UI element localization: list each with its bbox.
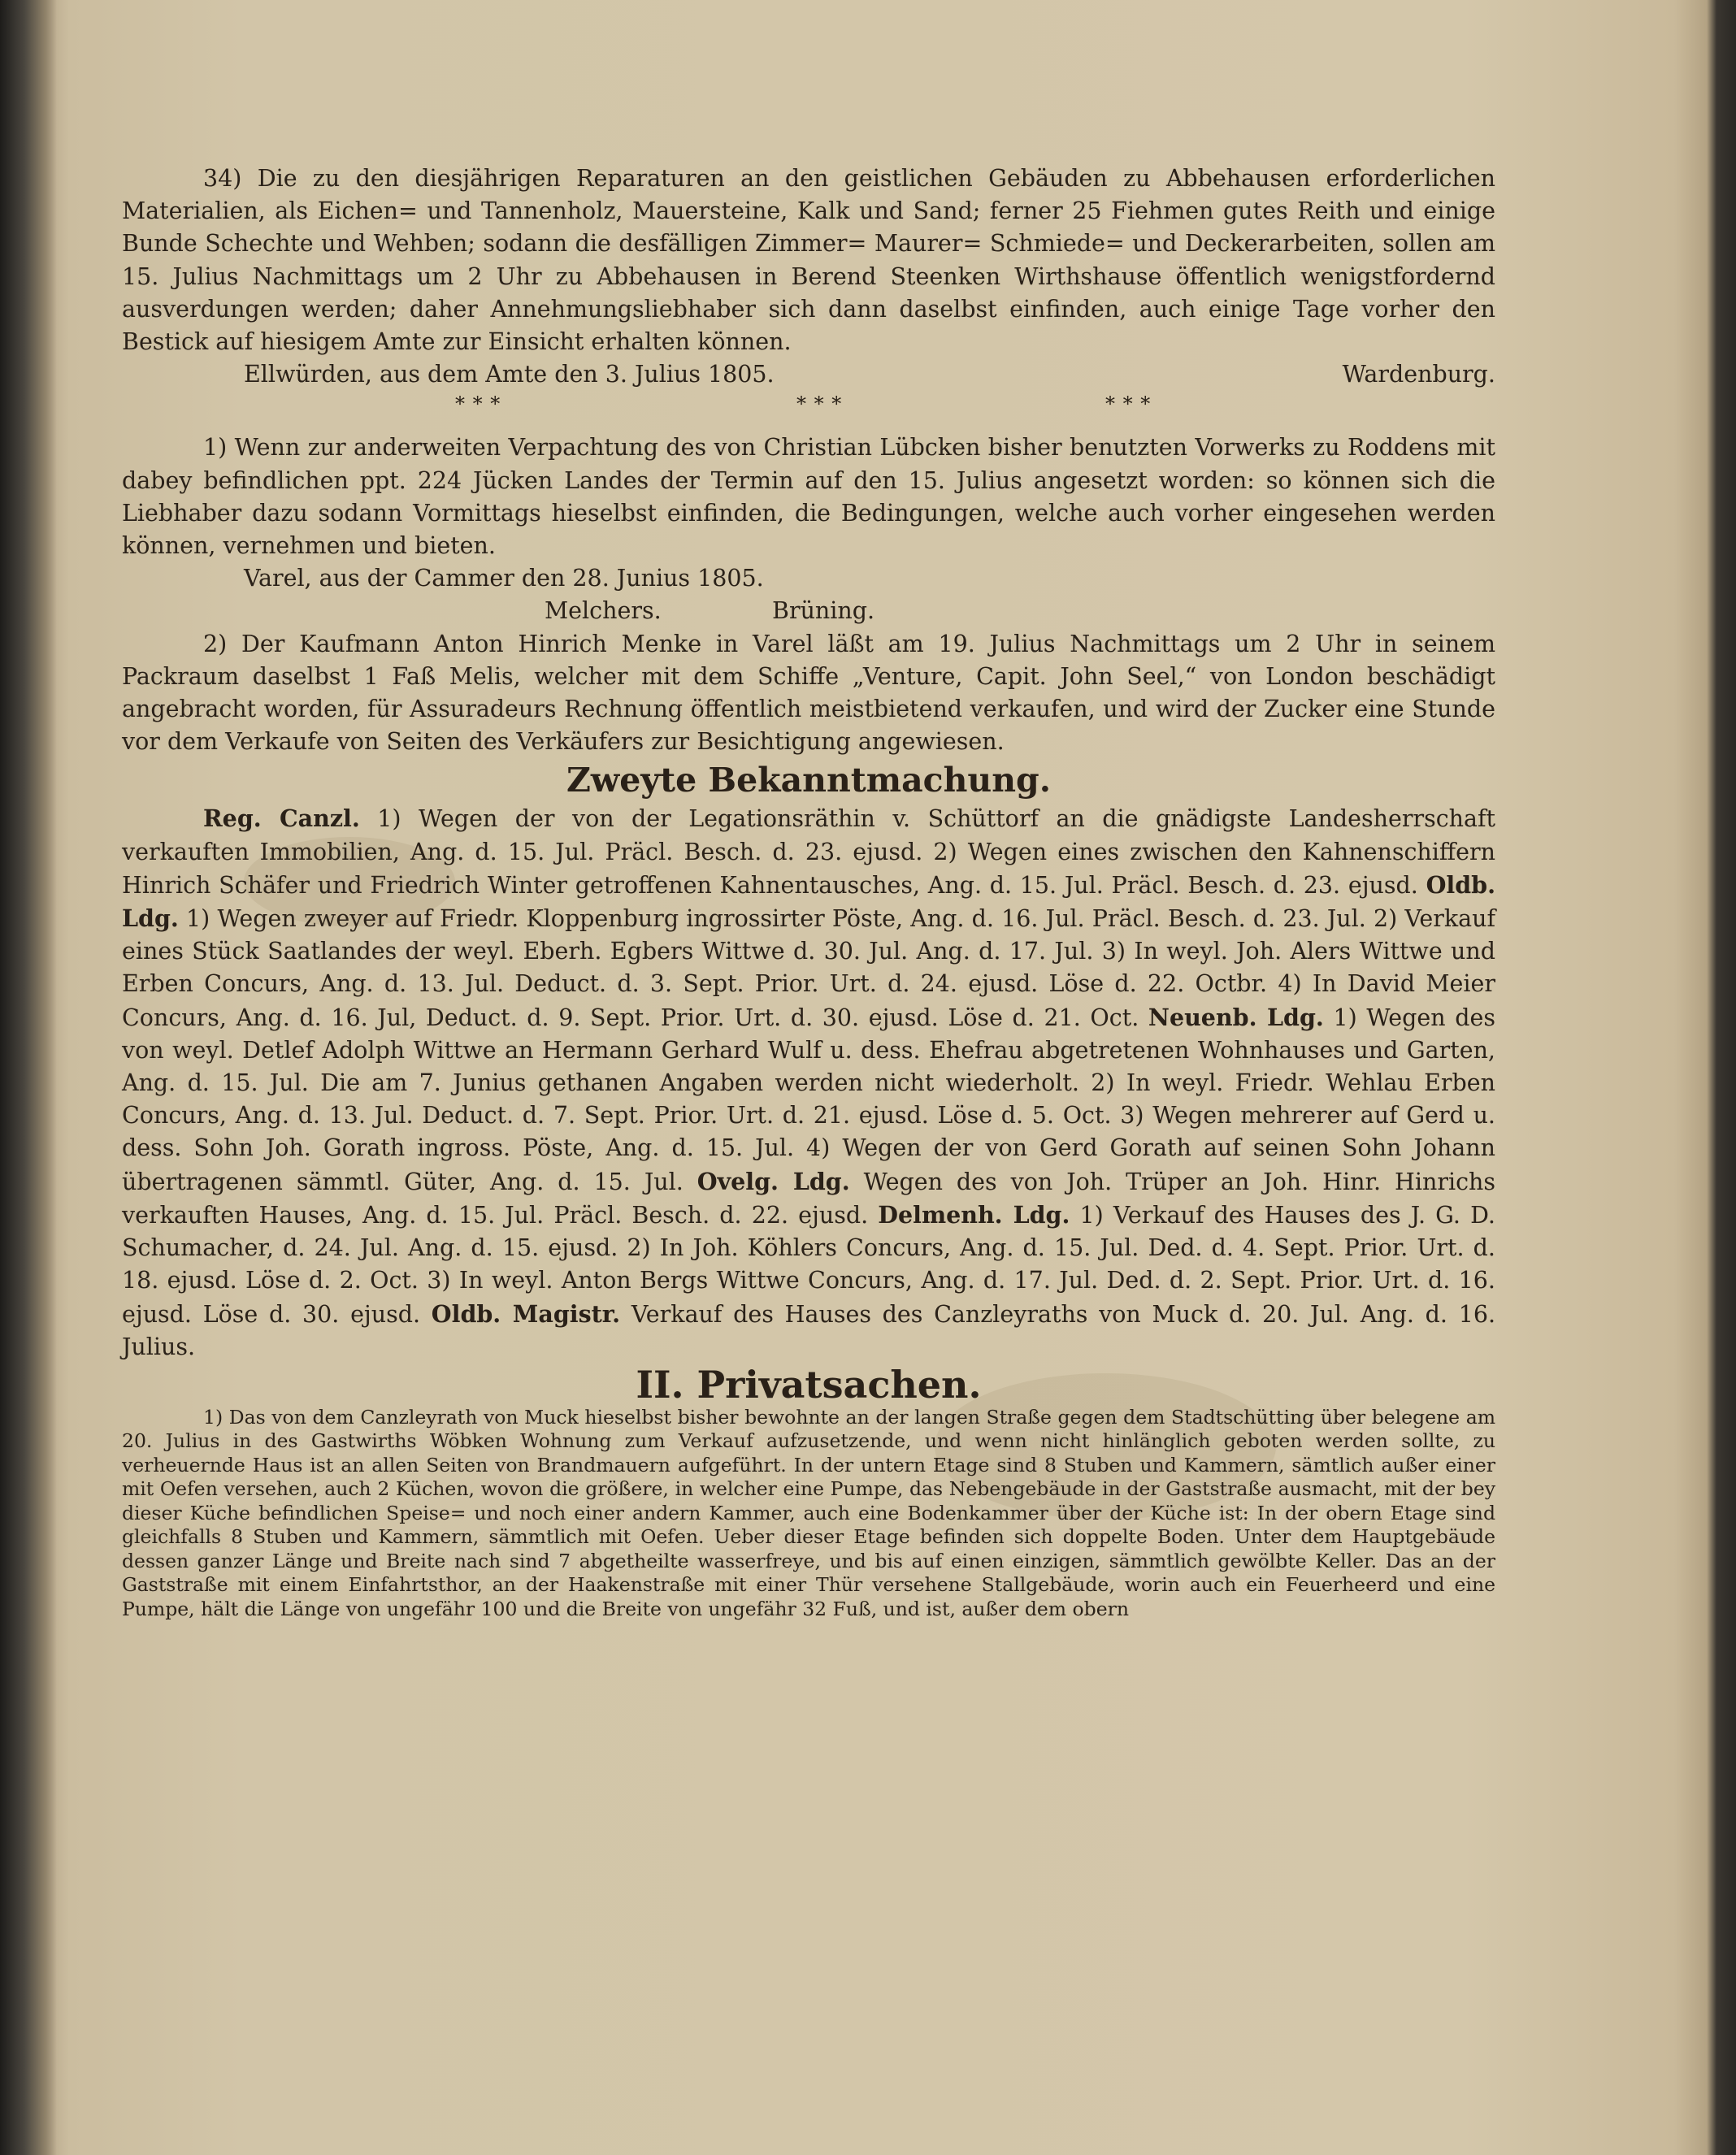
book-gutter [0,0,57,2155]
signature: Melchers. [545,597,662,625]
place-date: Ellwürden, aus dem Amte den 3. Julius 1805. [244,361,775,388]
asterism-divider [122,391,1495,431]
notice-34: 34) Die zu den diesjährigen Reparaturen an den geistlichen Gebäuden zu Abbehausen erforderlichen Materialien, als Eichen= und Tannenholz, Mauersteine, Kalk und Sand; ferner 25 Fiehmen gutes Reith und einige Bunde Schechte und Wehben; sodann die desfälligen Zimmer= Maurer= Schmiede= und Deckerarbeiten, sollen am 15. Julius Nachmittags um 2 Uhr zu Abbehausen in Berend Steenken Wirthshause öffentlich wenigstfordernd ausverdungen werden; daher Annehmungsliebhaber sich dann daselbst einfinden, auch einige Tage vorher den Bestick auf hiesigem Amte zur Einsicht erhalten können. [122,165,1495,356]
document-page [122,163,1495,1621]
court-text: Verkauf des Hauses des Canzleyraths von Muck d. 20. Jul. Ang. d. 16. Julius. [122,1300,1496,1360]
court-label: Ovelg. Ldg. [697,1167,850,1195]
court-label: Delmenh. Ldg. [878,1200,1070,1229]
signature: Wardenburg. [1342,361,1495,388]
court-text: 1) Verkauf des Hauses des J. G. D. Schumacher, d. 24. Jul. Ang. d. 15. ejusd. 2) In Joh. Köhlers Concurs, Ang. d. 15. Jul. Ded. d. 4. Sept. Prior. Urt. d. 18. ejusd. Löse d. 2. Oct. 3) In weyl. Anton Bergs Wittwe Concurs, Ang. d. 17. Jul. Ded. d. 2. Sept. Prior. Urt. d. 16. ejusd. Löse d. 30. ejusd. [122,1201,1495,1328]
asterism-mark: * * * [796,392,843,416]
section-heading: Zweyte Bekanntmachung. [566,761,1051,800]
notice-34-signature-line [122,358,1495,391]
court-label: Oldb. Ldg. [122,870,1495,933]
private-notice-1: 1) Das von dem Canzleyrath von Muck hieselbst bisher bewohnte an der langen Straße gegen dem Stadtschütting über belegene am 20. Julius in des Gastwirths Wöbken Wohnung zum Verkauf aufzusetzende, und wenn nicht hinlänglich geboten werden sollte, zu verheuernde Haus ist an allen Seiten von Brandmauern aufgeführt. In der untern Etage sind 8 Stuben und Kammern, sämtlich außer einer mit Oefen versehen, auch 2 Küchen, wovon die größere, in welcher eine Pumpe, das Nebengebäude in der Gaststraße ausmacht, mit der bey dieser Küche befindlichen Speise= und noch einer andern Kammer, auch eine Bodenkammer über der Küche ist: In der obern Etage sind gleichfalls 8 Stuben und Kammern, sämmtlich mit Oefen. Ueber dieser Etage befinden sich doppelte Boden. Unter dem Hauptgebäude dessen ganzer Länge und Breite nach sind 7 abgetheilte wasserfreye, und bis auf einen einzigen, sämmtlich gewölbte Keller. Das an der Gaststraße mit einem Einfahrtsthor, an der Haakenstraße mit einer Thür versehene Stallgebäude, worin auch ein Feuerheerd und eine Pumpe, hält die Länge von ungefähr 100 und die Breite von ungefähr 32 Fuß, und ist, außer dem obern [122,1405,1495,1620]
signature: Brüning. [772,597,875,625]
court-text: 1) Wegen des von weyl. Detlef Adolph Wittwe an Hermann Gerhard Wulf u. dess. Ehefrau abgetretenen Wohnhauses und Garten, Ang. d. 15. Jul. Die am 7. Junius gethanen Angaben werden nicht wiederholt. 2) In weyl. Friedr. Wehlau Erben Concurs, Ang. d. 13. Jul. Deduct. d. 7. Sept. Prior. Urt. d. 21. ejusd. Löse d. 5. Oct. 3) Wegen mehrerer auf Gerd u. dess. Sohn Joh. Gorath ingross. Pöste, Ang. d. 15. Jul. 4) Wegen der von Gerd Gorath auf seinen Sohn Johann übertragenen sämmtl. Güter, Ang. d. 15. Jul. [122,1004,1495,1195]
court-label: Oldb. Magistr. [431,1299,621,1328]
notice-varel-1: 1) Wenn zur anderweiten Verpachtung des von Christian Lübcken bisher benutzten Vorwerks zu Roddens mit dabey befindlichen ppt. 224 Jücken Landes der Termin auf den 15. Julius angesetzt worden: so können sich die Liebhaber dazu sodann Vormittags hieselbst einfinden, die Bedingungen, welche auch vorher eingesehen werden können, vernehmen und bieten. [122,434,1495,560]
court-label: Neuenb. Ldg. [1148,1003,1324,1031]
section-heading: II. Privatsachen. [636,1362,982,1407]
signatures [122,595,1495,627]
asterism-mark: * * * [455,392,501,416]
court-text: 1) Wegen zweyer auf Friedr. Kloppenburg ingrossirter Pöste, Ang. d. 16. Jul. Präcl. Besch. d. 23. Jul. 2) Verkauf eines Stück Saatlandes der weyl. Eberh. Egbers Wittwe d. 30. Jul. Ang. d. 17. Jul. 3) In weyl. Joh. Alers Wittwe und Erben Concurs, Ang. d. 13. Jul. Deduct. d. 3. Sept. Prior. Urt. d. 24. ejusd. Löse d. 22. Octbr. 4) In David Meier Concurs, Ang. d. 16. Jul, Deduct. d. 9. Sept. Prior. Urt. d. 30. ejusd. Löse d. 21. Oct. [122,905,1496,1031]
court-text: Wegen des von Joh. Trüper an Joh. Hinr. Hinrichs verkauften Hauses, Ang. d. 15. Jul. Präcl. Besch. d. 22. ejusd. [122,1168,1496,1229]
notice-varel-2: 2) Der Kaufmann Anton Hinrich Menke in Varel läßt am 19. Julius Nachmittags um 2 Uhr in seinem Packraum daselbst 1 Faß Melis, welcher mit dem Schiffe „Venture, Capit. John Seel,“ von London beschädigt angebracht worden, für Assuradeurs Rechnung öffentlich meistbietend verkaufen, und wird der Zucker eine Stunde vor dem Verkaufe von Seiten des Verkäufers zur Besichtigung angewiesen. [122,630,1495,756]
asterism-mark: * * * [1105,392,1152,416]
court-announcements [122,802,1495,1363]
court-text: 1) Wegen der von der Legationsräthin v. Schüttorf an die gnädigste Landesherrschaft verkauften Immobilien, Ang. d. 15. Jul. Präcl. Besch. d. 23. ejusd. 2) Wegen eines zwischen den Kahnenschiffern Hinrich Schäfer und Friedrich Winter getroffenen Kahnentausches, Ang. d. 15. Jul. Präcl. Besch. d. 23. ejusd. [122,805,1495,899]
place-date: Varel, aus der Cammer den 28. Junius 1805. [244,565,764,592]
court-label: Reg. Canzl. [203,804,360,833]
